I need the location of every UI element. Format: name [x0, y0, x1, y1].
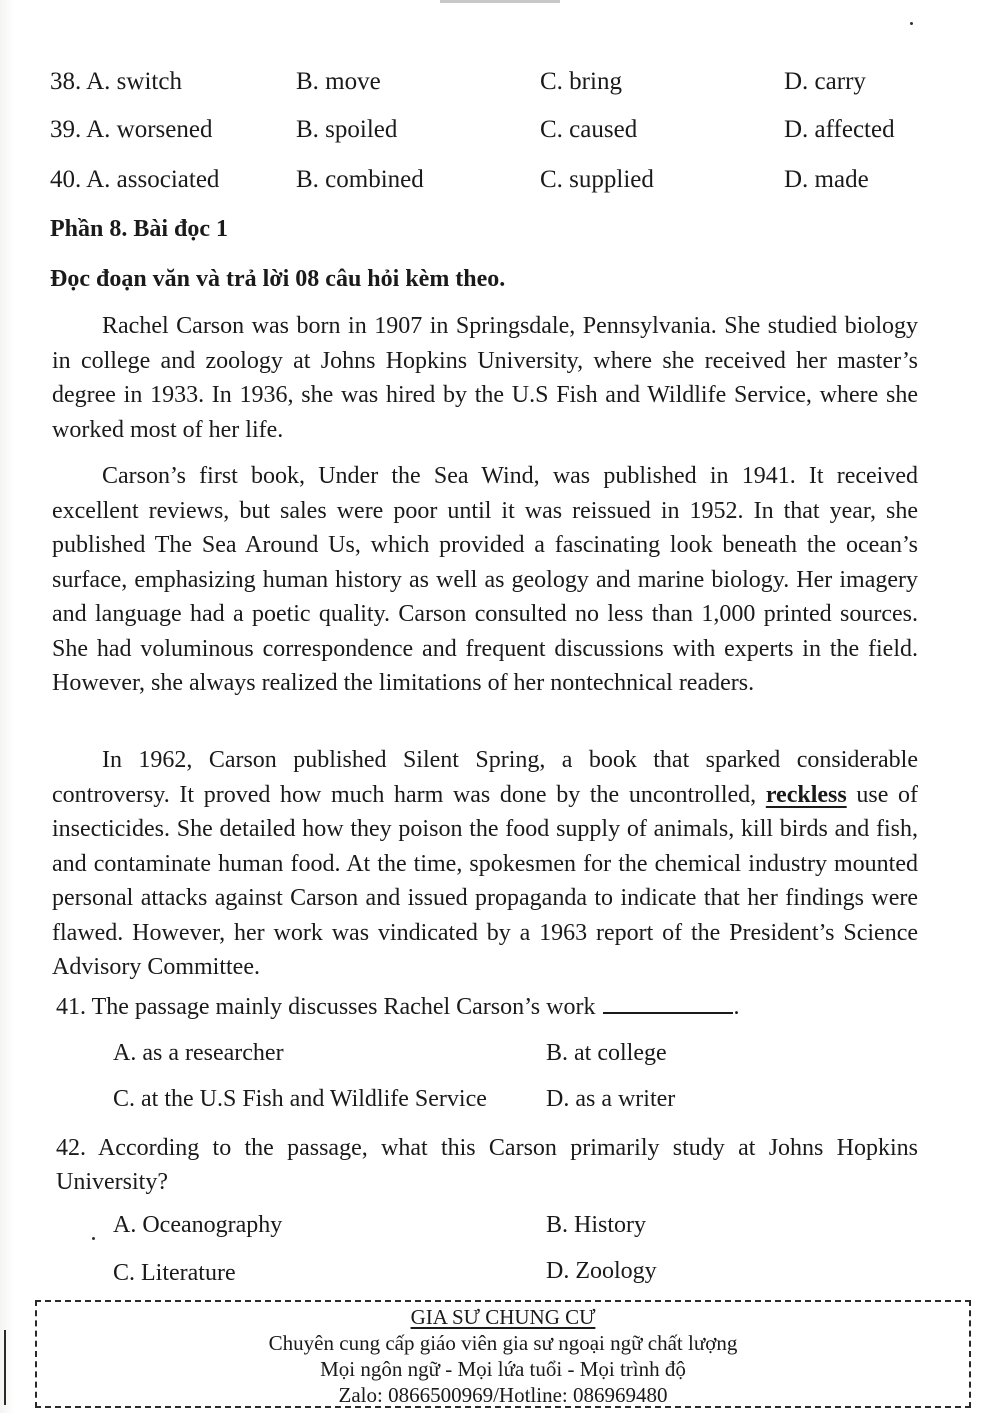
- question-38-options: [0, 68, 1000, 104]
- scan-speck: [910, 22, 913, 25]
- section-title: Phần 8. Bài đọc 1: [50, 216, 229, 242]
- scan-speck: [92, 1237, 95, 1240]
- q39-option-d: D. affected: [784, 116, 895, 143]
- paragraph-3-end: use of insecticides. She detailed how they poison the food supply of animals, kill birds and fish, and contaminate human food. At the time, spokesmen for the chemical industry mounted personal attacks against Carson and issued propaganda to indicate that her findings were flawed. However, her work was vindicated by a 1963 report of the President’s Science Advisory Committee.: [52, 781, 918, 980]
- question-41-stem: [56, 990, 918, 1024]
- q38-option-b: B. move: [296, 68, 381, 95]
- scan-top-mark: [440, 0, 560, 3]
- q40-option-a: 40. A. associated: [50, 166, 220, 193]
- q41-option-a: A. as a researcher: [113, 1040, 284, 1066]
- q41-option-c: C. at the U.S Fish and Wildlife Service: [113, 1086, 487, 1112]
- q38-option-a: 38. A. switch: [50, 68, 182, 95]
- passage-paragraph-3: [52, 743, 918, 985]
- question-39-options: [0, 116, 1000, 152]
- q38-option-d: D. carry: [784, 68, 866, 95]
- passage-paragraph-2: Carson’s first book, Under the Sea Wind, was published in 1941. It received excellent reviews, but sales were poor until it was reissued in 1952. In that year, she published The Sea Around Us, which provided a fascinating look beneath the ocean’s surface, emphasizing human history as well as geology and marine biology. Her imagery and language had a poetic quality. Carson consulted no less than 1,000 printed sources. She had voluminous correspondence and frequent discussions with experts in the field. However, she always realized the limitations of her nontechnical readers.: [52, 463, 918, 696]
- q39-option-a: 39. A. worsened: [50, 116, 213, 143]
- q41-option-d: D. as a writer: [546, 1086, 676, 1112]
- q39-option-c: C. caused: [540, 116, 638, 143]
- q42-option-c: C. Literature: [113, 1260, 236, 1286]
- q40-option-b: B. combined: [296, 166, 424, 193]
- promo-footer-box: [35, 1300, 971, 1408]
- section-instruction: Đọc đoạn văn và trả lời 08 câu hỏi kèm theo.: [50, 266, 506, 292]
- question-41-end: .: [733, 994, 740, 1020]
- q41-option-b: B. at college: [546, 1040, 667, 1066]
- q40-option-c: C. supplied: [540, 166, 654, 193]
- underlined-keyword: reckless: [765, 781, 847, 808]
- q38-option-c: C. bring: [540, 68, 622, 95]
- question-42-stem: 42. According to the passage, what this Carson primarily study at Johns Hopkins University?: [56, 1135, 918, 1195]
- question-41-text: 41. The passage mainly discusses Rachel Carson’s work: [56, 994, 596, 1020]
- scan-left-rule: [4, 1330, 6, 1405]
- promo-line-2: Mọi ngôn ngữ - Mọi lứa tuổi - Mọi trình độ: [320, 1357, 686, 1381]
- paragraph-3-start: In 1962, Carson published Silent Spring, a book that sparked considerable controversy. It proved how much harm was done by the uncontrolled,: [52, 747, 918, 808]
- promo-contact: Zalo: 0866500969/Hotline: 086969480: [338, 1383, 668, 1407]
- promo-line-1: Chuyên cung cấp giáo viên gia sư ngoại ngữ chất lượng: [268, 1331, 738, 1355]
- q42-option-a: A. Oceanography: [113, 1212, 283, 1238]
- promo-brand: GIA SƯ CHUNG CƯ: [410, 1305, 596, 1329]
- question-40-options: [0, 166, 1000, 202]
- q39-option-b: B. spoiled: [296, 116, 398, 143]
- q42-option-d: D. Zoology: [546, 1258, 657, 1284]
- answer-blank: [603, 990, 733, 1014]
- passage-paragraph-1: Rachel Carson was born in 1907 in Springsdale, Pennsylvania. She studied biology in college and zoology at Johns Hopkins University, where she received her master’s degree in 1933. In 1936, she was hired by the U.S Fish and Wildlife Service, where she worked most of her life.: [52, 313, 918, 443]
- q40-option-d: D. made: [784, 166, 869, 193]
- q42-option-b: B. History: [546, 1212, 647, 1238]
